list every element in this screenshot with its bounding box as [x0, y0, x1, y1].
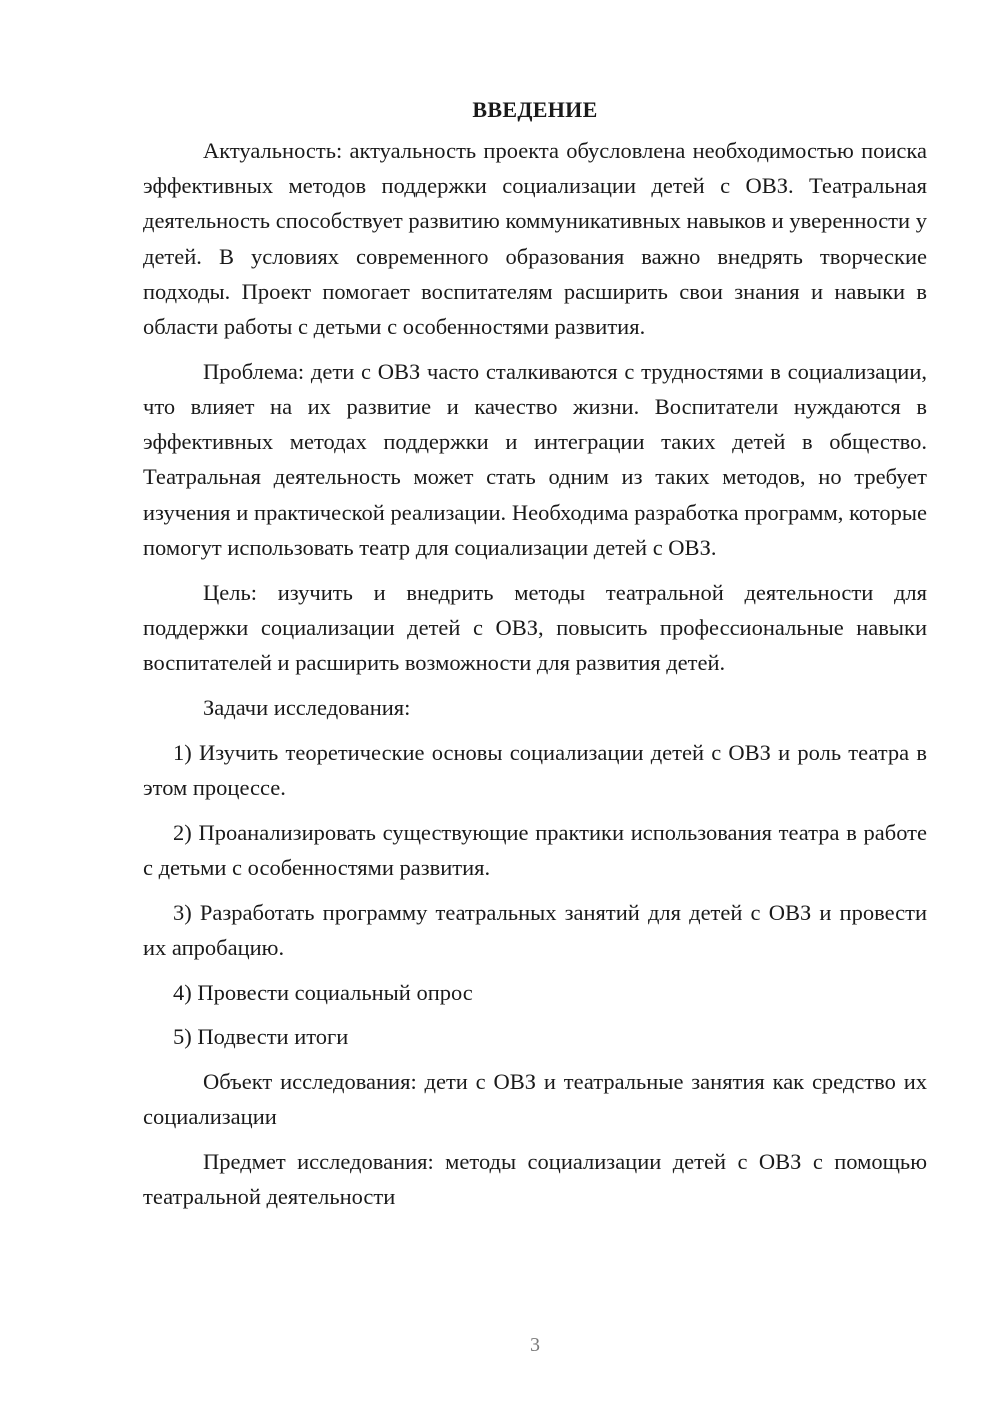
paragraph-tasks-heading: Задачи исследования: — [203, 694, 411, 720]
page-title: ВВЕДЕНИЕ — [472, 97, 598, 122]
paragraph-subject: Предмет исследования: методы социализации детей с ОВЗ с помощью театральной деятельности — [143, 1149, 927, 1210]
paragraph-goal: Цель: изучить и внедрить методы театральной деятельности для поддержки социализации детей с ОВЗ, повысить профессиональные навыки воспитателей и расширить возможности для развития детей. — [143, 579, 927, 676]
list-item: 1) Изучить теоретические основы социализации детей с ОВЗ и роль театра в этом процессе. — [143, 739, 927, 800]
paragraph-problem: Проблема: дети с ОВЗ часто сталкиваются с трудностями в социализации, что влияет на их развитие и качество жизни. Воспитатели нуждаются в эффективных методах поддержки и интеграции таких детей в общество. Театральная деятельность может стать одним из таких методов, но требует изучения и практической реализации. Необходима разработка программ, которые помогут использовать театр для социализации детей с ОВЗ. — [143, 358, 927, 560]
paragraph-relevance: Актуальность: актуальность проекта обусловлена необходимостью поиска эффективных методов поддержки социализации детей с ОВЗ. Театральная деятельность способствует развитию коммуникативных навыков и уверенности у детей. В условиях современного образования важно внедрять творческие подходы. Проект помогает воспитателям расширить свои знания и навыки в области работы с детьми с особенностями развития. — [143, 138, 927, 340]
list-item: 3) Разработать программу театральных занятий для детей с ОВЗ и провести их апробацию. — [143, 899, 927, 960]
list-item: 5) Подвести итоги — [173, 1024, 349, 1050]
page-number: 3 — [530, 1334, 540, 1356]
paragraph-object: Объект исследования: дети с ОВЗ и театральные занятия как средство их социализации — [143, 1069, 927, 1130]
list-item: 4) Провести социальный опрос — [173, 979, 473, 1005]
list-item: 2) Проанализировать существующие практики использования театра в работе с детьми с особенностями развития. — [143, 819, 927, 880]
document-page — [143, 95, 927, 1215]
